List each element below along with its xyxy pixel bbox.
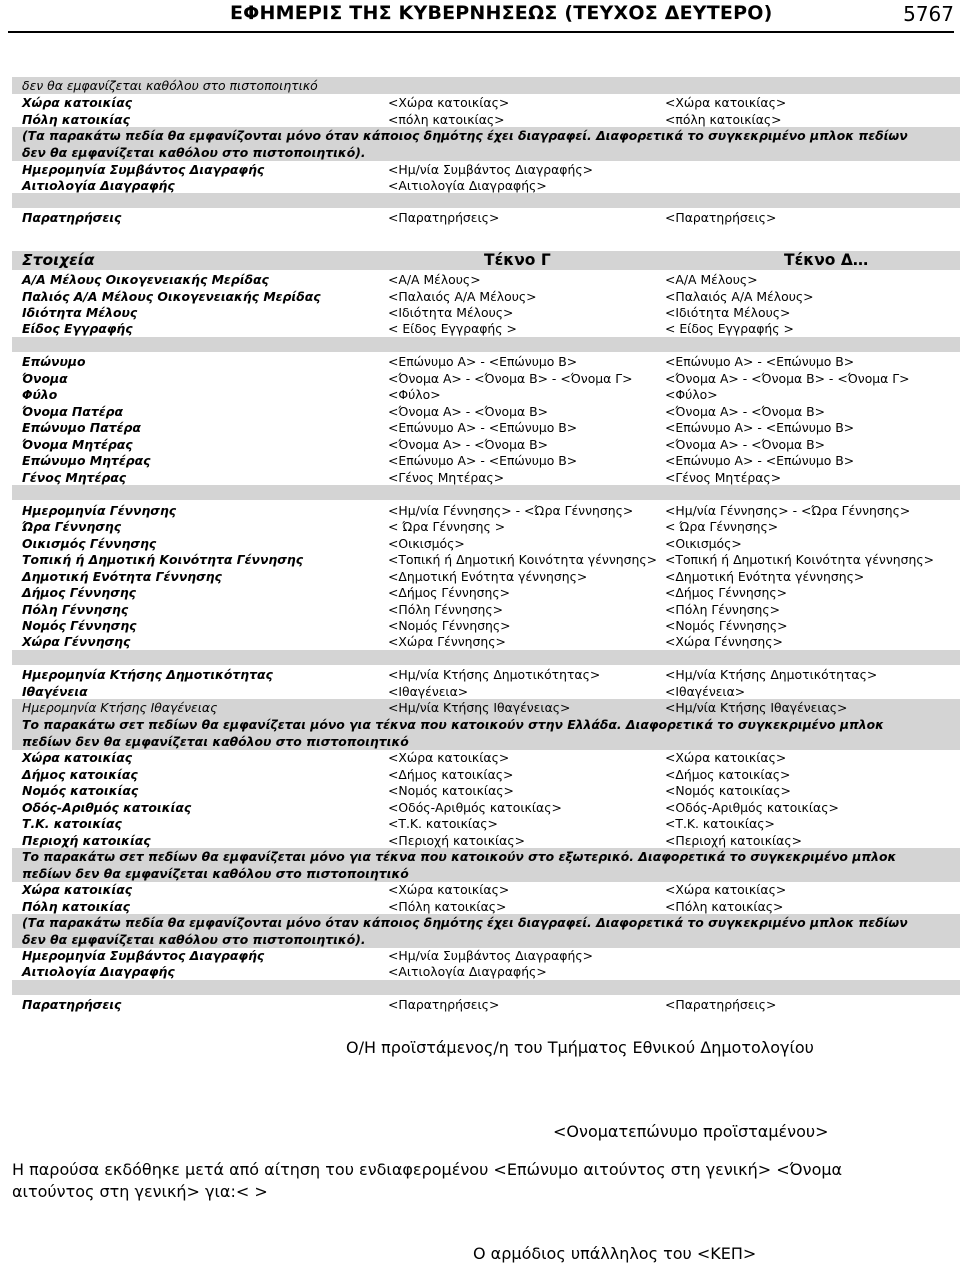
value-child-d: <Ιδιότητα Μέλους> — [665, 305, 791, 320]
table-row — [12, 766, 960, 783]
value-child-d: <Γένος Μητέρας> — [665, 470, 782, 485]
row-label: Χώρα κατοικίας — [22, 750, 133, 765]
table-row — [12, 683, 960, 700]
row-label: Δήμος κατοικίας — [22, 766, 138, 782]
table-row — [12, 617, 960, 634]
value-child-g: <Επώνυμο Α> - <Επώνυμο Β> — [388, 420, 578, 435]
heading-label: Στοιχεία — [22, 251, 95, 269]
section-note — [12, 716, 960, 750]
table-row — [12, 502, 960, 519]
value-child-g: <Α/Α Μέλους> — [388, 272, 481, 287]
value-child-d: <Όνομα Α> - <Όνομα Β> — [665, 404, 825, 419]
value-child-d: <Χώρα κατοικίας> — [665, 882, 787, 897]
row-label: Πόλη κατοικίας — [22, 899, 130, 914]
value-child-d: <Ιθαγένεια> — [665, 684, 746, 699]
column-header-d: Τέκνο Δ… — [784, 251, 869, 269]
row-label: Είδος Εγγραφής — [22, 321, 133, 336]
intro-text: δεν θα εμφανίζεται καθόλου στο πιστοποιητικό — [22, 78, 318, 93]
value-child-d: <Α/Α Μέλους> — [665, 272, 758, 287]
table-row — [12, 881, 960, 898]
field-row — [12, 209, 960, 226]
value-child-g: <Δημοτική Ενότητα γέννησης> — [388, 569, 588, 584]
value-child-d: <Ημ/νία Κτήσης Δημοτικότητας> — [665, 667, 878, 682]
value-child-d: < Ώρα Γέννησης> — [665, 519, 779, 534]
table-row — [12, 898, 960, 915]
table-row — [12, 353, 960, 370]
row-label: Χώρα κατοικίας — [22, 882, 133, 897]
value-child-g: < Είδος Εγγραφής > — [388, 321, 517, 336]
table-row — [12, 320, 960, 337]
value-child-g: <Χώρα Γέννησης> — [388, 634, 506, 649]
table-row — [12, 601, 960, 618]
table-row — [12, 403, 960, 420]
value-child-g: <Δήμος Γέννησης> — [388, 585, 511, 600]
field-row — [12, 94, 960, 111]
value-child-d: <Τοπική ή Δημοτική Κοινότητα γέννησης> — [665, 552, 934, 567]
field-row — [12, 161, 960, 178]
value-child-g: <Οδός-Αριθμός κατοικίας> — [388, 799, 562, 815]
table-row — [12, 799, 960, 816]
table-row — [12, 304, 960, 321]
row-label: Παλιός Α/Α Μέλους Οικογενειακής Μερίδας — [22, 289, 321, 304]
section-note-text: Το παρακάτω σετ πεδίων θα εμφανίζεται μόνο για τέκνα που κατοικούν στο εξωτερικό. Διαφορετικά το συγκεκριμένο μπλοκ πεδίων δεν θα εμφανίζεται καθόλου στο πιστοποιητικό — [22, 849, 897, 881]
row-label: Τ.Κ. κατοικίας — [22, 816, 122, 831]
value-child-g: <Ημ/νία Κτήσης Δημοτικότητας> — [388, 667, 601, 682]
deletion-note — [12, 127, 960, 161]
table-row — [12, 370, 960, 387]
value-child-g: <Όνομα Α> - <Όνομα Β> — [388, 404, 548, 419]
row-label: Τοπική ή Δημοτική Κοινότητα Γέννησης — [22, 552, 304, 567]
table-row — [12, 815, 960, 832]
value-child-d: <Οικισμός> — [665, 536, 742, 551]
value-child-d: <Πόλη κατοικίας> — [665, 899, 784, 914]
field-row — [12, 111, 960, 128]
field-value: <Παρατηρήσεις> — [388, 210, 500, 225]
value-child-d: <Περιοχή κατοικίας> — [665, 832, 803, 848]
row-label: Παρατηρήσεις — [22, 997, 122, 1012]
value-child-g: <Όνομα Α> - <Όνομα Β> - <Όνομα Γ> — [388, 371, 633, 386]
table-row — [12, 666, 960, 683]
row-label: Επώνυμο Πατέρα — [22, 420, 141, 435]
field-value: <Χώρα κατοικίας> — [388, 95, 510, 110]
intro-row — [12, 77, 960, 94]
value-child-d: <Όνομα Α> - <Όνομα Β> - <Όνομα Γ> — [665, 371, 910, 386]
row-label: Δήμος Γέννησης — [22, 585, 137, 600]
row-label: Ημερομηνία Γέννησης — [22, 503, 177, 518]
value-child-g: < Ώρα Γέννησης > — [388, 519, 506, 534]
spacer — [12, 485, 960, 500]
table-row — [12, 782, 960, 799]
value-child-g: <Τ.Κ. κατοικίας> — [388, 816, 498, 831]
value-child-g: <Ιθαγένεια> — [388, 684, 469, 699]
value-child-g: <Ημ/νία Γέννησης> - <Ώρα Γέννησης> — [388, 503, 634, 518]
row-label: Νομός κατοικίας — [22, 783, 139, 798]
table-heading — [12, 251, 960, 270]
table-row — [12, 963, 960, 980]
value-child-d: <Παρατηρήσεις> — [665, 997, 777, 1012]
table-row — [12, 568, 960, 585]
row-label: Όνομα Μητέρας — [22, 437, 133, 452]
table-row — [12, 633, 960, 650]
field-label: Πόλη κατοικίας — [22, 112, 130, 127]
value-child-g: <Περιοχή κατοικίας> — [388, 832, 526, 848]
field-value: <Χώρα κατοικίας> — [665, 95, 787, 110]
value-child-g: <Ιδιότητα Μέλους> — [388, 305, 514, 320]
table-row — [12, 535, 960, 552]
row-label: Ώρα Γέννησης — [22, 519, 122, 534]
field-label: Αιτιολογία Διαγραφής — [22, 178, 175, 193]
field-value: <Ημ/νία Συμβάντος Διαγραφής> — [388, 162, 593, 177]
table-row — [12, 584, 960, 601]
head-name: <Ονοματεπώνυμο προϊσταμένου> — [553, 1122, 829, 1141]
value-child-g: <Όνομα Α> - <Όνομα Β> — [388, 437, 548, 452]
row-label: Οικισμός Γέννησης — [22, 536, 157, 551]
table-row — [12, 947, 960, 964]
header-rule — [8, 31, 954, 33]
value-child-g: <Επώνυμο Α> - <Επώνυμο Β> — [388, 453, 578, 468]
page-number: 5767 — [903, 2, 954, 26]
value-child-d: <Χώρα κατοικίας> — [665, 750, 787, 765]
field-label: Ημερομηνία Συμβάντος Διαγραφής — [22, 162, 265, 177]
spacer — [12, 193, 960, 208]
field-value: <Αιτιολογία Διαγραφής> — [388, 178, 547, 193]
value-child-d: <Παλαιός Α/Α Μέλους> — [665, 289, 814, 304]
table-row — [12, 518, 960, 535]
row-label: Ιδιότητα Μέλους — [22, 305, 138, 320]
value-child-d: <Πόλη Γέννησης> — [665, 602, 781, 617]
value-child-d: <Χώρα Γέννησης> — [665, 634, 783, 649]
value-child-g: <Δήμος κατοικίας> — [388, 766, 514, 782]
row-label: Χώρα Γέννησης — [22, 634, 131, 649]
table-row — [12, 436, 960, 453]
field-row — [12, 177, 960, 194]
value-child-g: <Παλαιός Α/Α Μέλους> — [388, 289, 537, 304]
field-value: <Παρατηρήσεις> — [665, 210, 777, 225]
row-label: Επώνυμο Μητέρας — [22, 453, 151, 468]
value-child-d: <Επώνυμο Α> - <Επώνυμο Β> — [665, 420, 855, 435]
row-label: Αιτιολογία Διαγραφής — [22, 964, 175, 979]
value-child-d: <Δήμος Γέννησης> — [665, 585, 788, 600]
value-child-g: <Παρατηρήσεις> — [388, 997, 500, 1012]
field-value: <πόλη κατοικίας> — [665, 112, 782, 127]
table-row — [12, 699, 960, 716]
value-child-g: <Τοπική ή Δημοτική Κοινότητα γέννησης> — [388, 552, 657, 567]
row-label: Πόλη Γέννησης — [22, 602, 129, 617]
value-child-d: <Φύλο> — [665, 387, 718, 402]
field-label: Παρατηρήσεις — [22, 210, 122, 225]
table-row — [12, 749, 960, 766]
value-child-d: <Επώνυμο Α> - <Επώνυμο Β> — [665, 354, 855, 369]
row-label: Ημερομηνία Κτήσης Ιθαγένειας — [22, 700, 218, 715]
value-child-d: <Ημ/νία Γέννησης> - <Ώρα Γέννησης> — [665, 503, 911, 518]
table-row — [12, 271, 960, 288]
row-label: Επώνυμο — [22, 354, 86, 369]
row-label: Γένος Μητέρας — [22, 470, 127, 485]
spacer — [12, 980, 960, 995]
row-label: Ημερομηνία Συμβάντος Διαγραφής — [22, 948, 265, 963]
column-header-g: Τέκνο Γ — [484, 251, 551, 269]
value-child-d: <Δημοτική Ενότητα γέννησης> — [665, 569, 865, 584]
value-child-d: <Όνομα Α> - <Όνομα Β> — [665, 437, 825, 452]
value-child-d: <Νομός Γέννησης> — [665, 618, 788, 633]
table-row — [12, 419, 960, 436]
section-note-text: (Τα παρακάτω πεδία θα εμφανίζονται μόνο όταν κάποιος δημότης έχει διαγραφεί. Διαφορετικά το συγκεκριμένο μπλοκ πεδίων δεν θα εμφανίζεται καθόλου στο πιστοποιητικό). — [22, 915, 908, 947]
value-child-d: <Νομός κατοικίας> — [665, 783, 791, 798]
row-label: Φύλο — [22, 387, 58, 402]
value-child-g: <Νομός κατοικίας> — [388, 783, 514, 798]
spacer — [12, 337, 960, 352]
row-label: Α/Α Μέλους Οικογενειακής Μερίδας — [22, 272, 269, 287]
field-value: <πόλη κατοικίας> — [388, 112, 505, 127]
value-child-g: <Ημ/νία Συμβάντος Διαγραφής> — [388, 948, 593, 963]
value-child-g: <Γένος Μητέρας> — [388, 470, 505, 485]
table-row — [12, 996, 960, 1013]
row-label: Δημοτική Ενότητα Γέννησης — [22, 569, 222, 584]
value-child-d: <Οδός-Αριθμός κατοικίας> — [665, 799, 839, 815]
value-child-g: <Φύλο> — [388, 387, 441, 402]
value-child-g: <Πόλη Γέννησης> — [388, 602, 504, 617]
row-label: Ιθαγένεια — [22, 684, 88, 699]
row-label: Ημερομηνία Κτήσης Δημοτικότητας — [22, 667, 273, 682]
value-child-d: < Είδος Εγγραφής > — [665, 321, 794, 336]
head-title: Ο/Η προϊστάμενος/η του Τμήματος Εθνικού Δημοτολογίου — [346, 1038, 814, 1057]
value-child-d: <Ημ/νία Κτήσης Ιθαγένειας> — [665, 700, 848, 715]
section-note — [12, 914, 960, 948]
section-note-text: Το παρακάτω σετ πεδίων θα εμφανίζεται μόνο για τέκνα που κατοικούν στην Ελλάδα. Διαφορετικά το συγκεκριμένο μπλοκ πεδίων δεν θα εμφανίζεται καθόλου στο πιστοποιητικό — [22, 717, 884, 749]
value-child-d: <Τ.Κ. κατοικίας> — [665, 816, 775, 831]
table-row — [12, 832, 960, 849]
spacer — [12, 650, 960, 665]
section-note — [12, 848, 960, 882]
field-label: Χώρα κατοικίας — [22, 95, 133, 110]
table-row — [12, 452, 960, 469]
deletion-note-text: (Τα παρακάτω πεδία θα εμφανίζονται μόνο όταν κάποιος δημότης έχει διαγραφεί. Διαφορετικά το συγκεκριμένο μπλοκ πεδίων δεν θα εμφανίζεται καθόλου στο πιστοποιητικό). — [22, 128, 908, 160]
value-child-g: <Οικισμός> — [388, 536, 465, 551]
issued-line-1: Η παρούσα εκδόθηκε μετά από αίτηση του ενδιαφερομένου <Επώνυμο αιτούντος στη γενική> <Όνομα — [12, 1160, 843, 1179]
value-child-g: <Αιτιολογία Διαγραφής> — [388, 964, 547, 979]
value-child-g: <Επώνυμο Α> - <Επώνυμο Β> — [388, 354, 578, 369]
value-child-g: <Χώρα κατοικίας> — [388, 882, 510, 897]
table-row — [12, 551, 960, 568]
row-label: Όνομα Πατέρα — [22, 404, 124, 419]
value-child-g: <Ημ/νία Κτήσης Ιθαγένειας> — [388, 700, 571, 715]
value-child-d: <Επώνυμο Α> - <Επώνυμο Β> — [665, 453, 855, 468]
row-label: Περιοχή κατοικίας — [22, 832, 151, 848]
row-label: Όνομα — [22, 371, 68, 386]
table-row — [12, 288, 960, 305]
value-child-g: <Χώρα κατοικίας> — [388, 750, 510, 765]
row-label: Οδός-Αριθμός κατοικίας — [22, 799, 192, 815]
issued-line-2: αιτούντος στη γενική> για:< > — [12, 1182, 268, 1201]
value-child-g: <Νομός Γέννησης> — [388, 618, 511, 633]
gazette-title: ΕΦΗΜΕΡΙΣ ΤΗΣ ΚΥΒΕΡΝΗΣΕΩΣ (ΤΕΥΧΟΣ ΔΕΥΤΕΡΟ) — [230, 2, 773, 24]
table-row — [12, 469, 960, 486]
value-child-g: <Πόλη κατοικίας> — [388, 899, 507, 914]
table-row — [12, 386, 960, 403]
row-label: Νομός Γέννησης — [22, 618, 137, 633]
value-child-d: <Δήμος κατοικίας> — [665, 766, 791, 782]
clerk-line: Ο αρμόδιος υπάλληλος του <ΚΕΠ> — [473, 1244, 757, 1263]
